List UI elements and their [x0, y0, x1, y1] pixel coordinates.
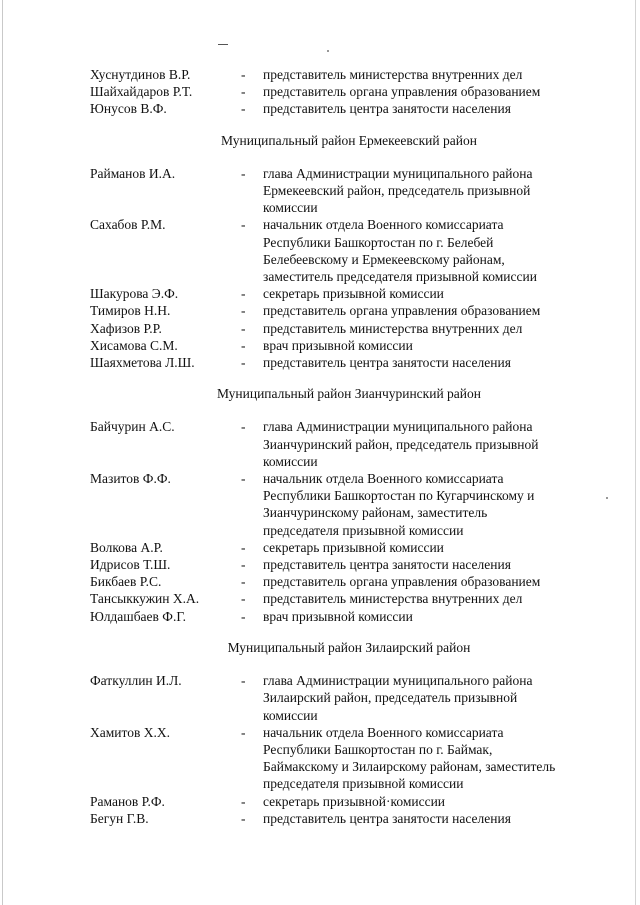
- member-dash: -: [241, 591, 246, 607]
- member-name: Хафизов Р.Р.: [90, 320, 162, 336]
- member-dash: -: [241, 286, 246, 302]
- member-role: представитель министерства внутренних дел: [263, 591, 523, 607]
- member-dash: -: [241, 101, 246, 117]
- member-role: представитель центра занятости населения: [263, 355, 511, 371]
- member-role: секретарь призывной комиссии: [263, 286, 444, 302]
- member-role: представитель центра занятости населения: [263, 810, 511, 826]
- member-name: Шайхайдаров Р.Т.: [90, 84, 193, 100]
- member-name: Бикбаев Р.С.: [90, 574, 162, 590]
- member-role: врач призывной комиссии: [263, 337, 413, 353]
- member-role: глава Администрации муниципального района Зилаирский район, председатель призывной комиссии: [263, 673, 533, 723]
- member-name: Фаткуллин И.Л.: [90, 673, 182, 689]
- member-row: [90, 165, 600, 217]
- member-role: представитель министерства внутренних дел: [263, 67, 523, 82]
- member-dash: -: [241, 303, 246, 319]
- member-dash: -: [241, 724, 246, 740]
- member-name: Юнусов В.Ф.: [90, 101, 167, 117]
- member-role: секретарь призывной комиссии: [263, 539, 444, 555]
- member-dash: -: [241, 320, 246, 336]
- scan-edge-right: [635, 0, 636, 905]
- member-row: [90, 100, 600, 117]
- member-dash: -: [241, 471, 246, 487]
- member-row: [90, 672, 600, 724]
- member-role: представитель центра занятости населения: [263, 557, 511, 573]
- member-name: Волкова А.Р.: [90, 539, 163, 555]
- section-heading-zilairsky: Муниципальный район Зилаирский район: [227, 639, 471, 655]
- member-role: начальник отдела Военного комиссариата Республики Башкортостан по г. Белебей Белебеевскому и Ермекеевскому районам, заместитель председателя призывной комиссии: [263, 217, 537, 285]
- member-dash: -: [241, 810, 246, 826]
- member-role: начальник отдела Военного комиссариата Республики Башкортостан по Кугарчинскому и Зианчуринскому районам, заместитель председателя призывной комиссии: [263, 471, 535, 538]
- member-name: Шаяхметова Л.Ш.: [90, 355, 195, 371]
- member-role: представитель органа управления образованием: [263, 574, 541, 590]
- member-dash: -: [241, 608, 246, 624]
- section-members-zianchurinsky: [90, 418, 600, 624]
- member-name: Байчурин А.С.: [90, 419, 175, 435]
- member-name: Юлдашбаев Ф.Г.: [90, 608, 186, 624]
- commission-list: [90, 66, 600, 827]
- member-row: [90, 285, 600, 302]
- member-role: представитель министерства внутренних дел: [263, 320, 523, 336]
- member-dash: -: [241, 539, 246, 555]
- member-dash: -: [241, 793, 246, 809]
- member-dash: -: [241, 67, 246, 82]
- member-row: [90, 337, 600, 354]
- member-role: глава Администрации муниципального района Ермекеевский район, председатель призывной комиссии: [263, 165, 533, 216]
- member-row: [90, 573, 600, 590]
- member-name: Раманов Р.Ф.: [90, 793, 165, 809]
- member-row: [90, 793, 600, 810]
- member-row: [90, 590, 600, 607]
- member-row: [90, 724, 600, 793]
- section-heading-zianchurinsky: Муниципальный район Зианчуринский район: [216, 386, 481, 402]
- member-name: Шакурова Э.Ф.: [90, 286, 179, 302]
- member-row: [90, 66, 600, 83]
- member-row: [90, 470, 600, 539]
- member-dash: -: [241, 574, 246, 590]
- member-name: Хисамова С.М.: [90, 337, 178, 353]
- member-role: секретарь призывной·комиссии: [263, 793, 446, 809]
- member-dash: -: [241, 557, 246, 573]
- member-name: Хуснутдинов В.Р.: [90, 67, 191, 82]
- member-dash: -: [241, 673, 246, 689]
- member-row: [90, 302, 600, 319]
- member-name: Тансыккужин Х.А.: [90, 591, 200, 607]
- member-row: [90, 216, 600, 285]
- member-dash: -: [241, 84, 246, 100]
- member-row: [90, 539, 600, 556]
- scan-speck: [327, 50, 329, 52]
- member-row: [90, 418, 600, 470]
- member-dash: -: [241, 419, 246, 435]
- member-role: представитель центра занятости населения: [263, 101, 511, 117]
- member-name: Хамитов Х.Х.: [90, 724, 170, 740]
- member-row: [90, 354, 600, 371]
- member-dash: -: [241, 355, 246, 371]
- member-row: [90, 608, 600, 625]
- member-name: Тимиров Н.Н.: [90, 303, 171, 319]
- member-role: начальник отдела Военного комиссариата Республики Башкортостан по г. Баймак, Баймакскому и Зилаирскому районам, заместитель председателя призывной комиссии: [263, 724, 556, 792]
- member-role: представитель органа управления образованием: [263, 303, 541, 319]
- scan-edge-left: [2, 0, 3, 905]
- member-name: Райманов И.А.: [90, 165, 176, 181]
- scan-speck: [606, 497, 608, 499]
- scan-mark-top: [218, 44, 228, 45]
- member-role: представитель органа управления образованием: [263, 84, 541, 100]
- member-role: глава Администрации муниципального района Зианчуринский район, председатель призывной комиссии: [263, 419, 539, 469]
- member-row: [90, 320, 600, 337]
- member-row: [90, 83, 600, 100]
- section-heading-ermekeevsky: Муниципальный район Ермекеевский район: [221, 132, 477, 148]
- member-dash: -: [241, 337, 246, 353]
- member-name: Мазитов Ф.Ф.: [90, 471, 171, 487]
- member-row: [90, 810, 600, 827]
- member-row: [90, 556, 600, 573]
- section-members-zilairsky: [90, 672, 600, 827]
- member-dash: -: [241, 217, 246, 233]
- member-dash: -: [241, 165, 246, 181]
- section-members-ermekeevsky: [90, 165, 600, 371]
- top-group: [90, 66, 600, 118]
- member-name: Сахабов Р.М.: [90, 217, 166, 233]
- member-name: Идрисов Т.Ш.: [90, 557, 171, 573]
- member-role: врач призывной комиссии: [263, 608, 413, 624]
- member-name: Бегун Г.В.: [90, 810, 149, 826]
